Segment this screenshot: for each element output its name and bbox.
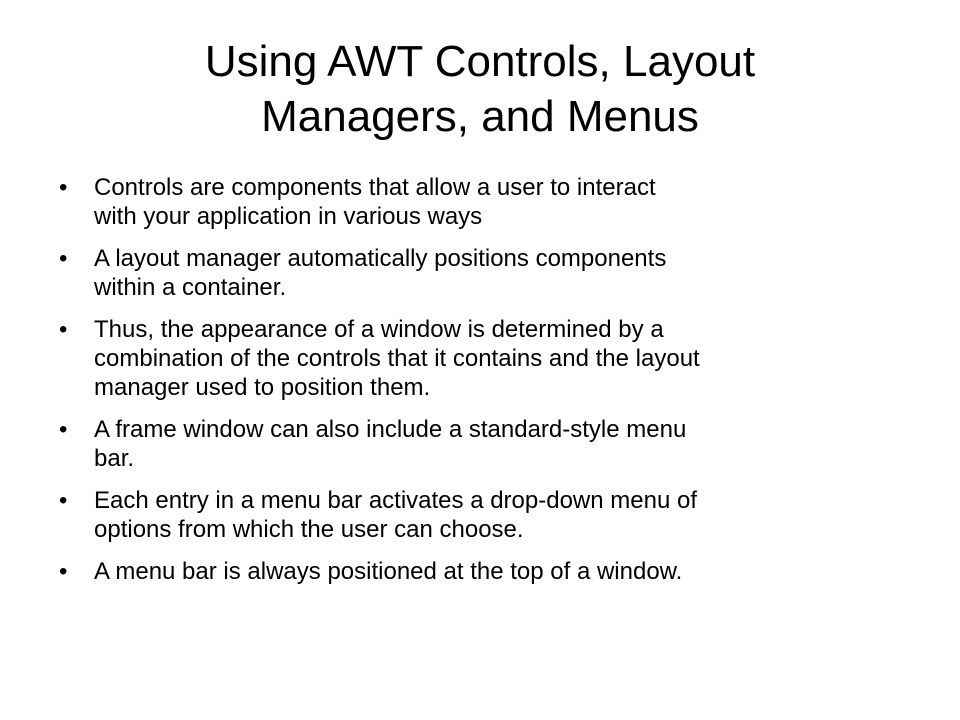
bullet-line: A frame window can also include a standard-style menu [94,416,687,443]
bullet-line: Thus, the appearance of a window is determined by a [94,316,664,343]
bullet-item [59,173,919,231]
bullet-item [59,315,919,402]
bullet-icon: • [59,316,68,343]
bullet-line: with your application in various ways [94,203,483,230]
bullet-icon: • [59,487,68,514]
bullet-line: within a container. [94,274,287,301]
bullet-line: A menu bar is always positioned at the top of a window. [94,558,683,585]
bullet-line: A layout manager automatically positions components [94,245,667,272]
bullet-text [94,173,919,231]
bullet-text [94,315,919,402]
bullet-line: Controls are components that allow a user to interact [94,174,656,201]
bullet-text [94,415,919,473]
bullet-line: combination of the controls that it contains and the layout [94,345,700,372]
bullet-item [59,557,919,586]
slide-title-line-2: Managers, and Menus [261,92,699,141]
bullet-text [94,557,919,586]
bullet-icon: • [59,558,68,585]
bullet-line: manager used to position them. [94,374,431,401]
bullet-list [59,173,919,599]
slide-title-line-1: Using AWT Controls, Layout [204,37,756,86]
bullet-icon: • [59,245,68,272]
bullet-line: Each entry in a menu bar activates a drop-down menu of [94,487,697,514]
bullet-item [59,486,919,544]
bullet-icon: • [59,416,68,443]
bullet-line: options from which the user can choose. [94,516,524,543]
bullet-icon: • [59,174,68,201]
bullet-text [94,244,919,302]
bullet-item [59,415,919,473]
bullet-item [59,244,919,302]
bullet-line: bar. [94,445,135,472]
bullet-text [94,486,919,544]
slide-title [60,34,900,144]
